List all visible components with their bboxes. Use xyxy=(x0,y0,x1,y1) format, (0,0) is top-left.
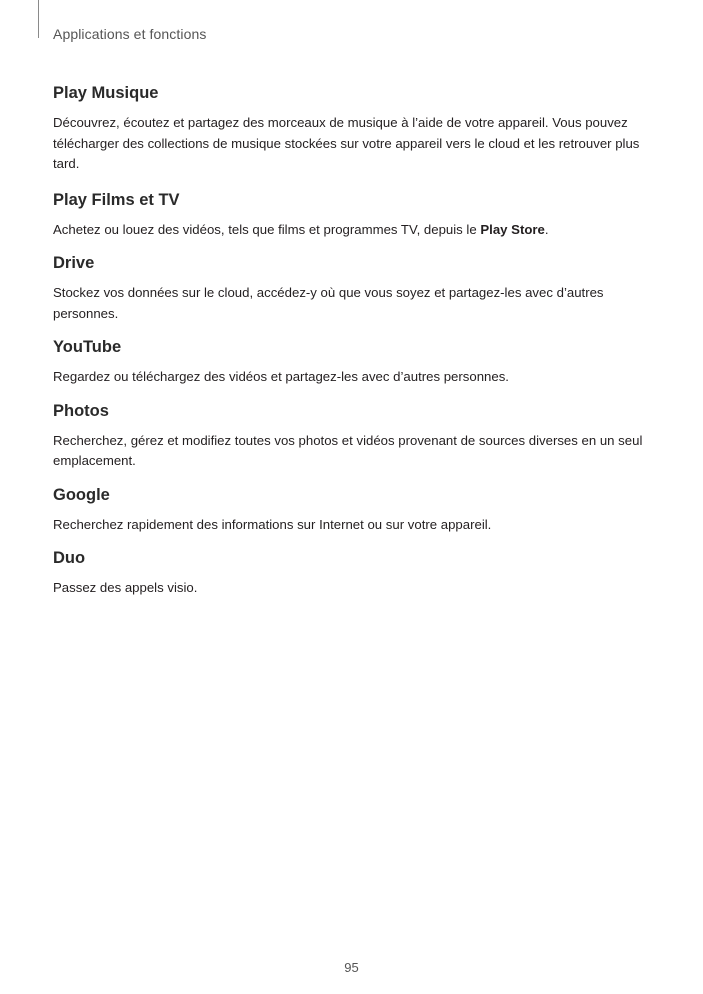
body-text: Achetez ou louez des vidéos, tels que films et programmes TV, depuis le xyxy=(53,221,481,237)
section-title: Photos xyxy=(53,401,109,420)
page-number: 95 xyxy=(344,960,359,975)
section-title: YouTube xyxy=(53,338,122,356)
section-title: Play Films et TV xyxy=(53,190,180,209)
body-text-end: . xyxy=(544,221,549,237)
section-play-films-tv xyxy=(53,189,653,241)
document-content xyxy=(53,82,653,599)
section-drive xyxy=(53,252,653,324)
section-body: Recherchez rapidement des informations sur Internet ou sur votre appareil. xyxy=(53,516,492,532)
section-title: Play Musique xyxy=(53,84,159,102)
section-play-musique xyxy=(53,82,653,175)
section-youtube xyxy=(53,336,653,388)
section-google xyxy=(53,484,653,536)
section-body: Stockez vos données sur le cloud, accédez-y où que vous soyez et partagez-les avec d’autres personnes. xyxy=(53,285,604,321)
section-body: Découvrez, écoutez et partagez des morceaux de musique à l’aide de votre appareil. Vous pouvez télécharger des collections de musique stockées sur votre appareil vers le cloud et les retrouver plus tard. xyxy=(53,115,640,171)
section-body: Regardez ou téléchargez des vidéos et partagez-les avec d’autres personnes. xyxy=(53,369,509,384)
section-title: Google xyxy=(53,485,110,504)
play-store-link-text: Play Store xyxy=(480,221,545,237)
section-duo xyxy=(53,547,653,599)
section-body: Passez des appels visio. xyxy=(53,580,198,595)
section-photos xyxy=(53,400,653,472)
header-margin-rule xyxy=(38,0,39,38)
section-title: Drive xyxy=(53,254,95,272)
running-header: Applications et fonctions xyxy=(53,26,207,42)
section-title: Duo xyxy=(53,549,86,567)
section-body xyxy=(53,220,653,241)
section-body: Recherchez, gérez et modifiez toutes vos photos et vidéos provenant de sources diverses en un seul emplacement. xyxy=(53,432,643,468)
